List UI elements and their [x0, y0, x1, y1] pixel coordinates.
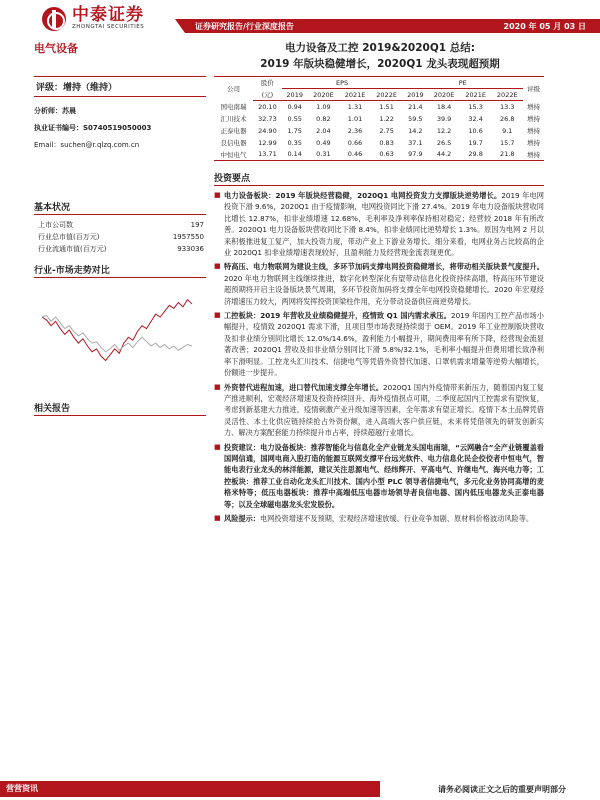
company-cell: 良信电器: [220, 139, 247, 147]
col-year: 2020E: [308, 89, 340, 101]
key-point: [214, 310, 544, 378]
trend-chart-svg: [34, 280, 206, 385]
report-title: [200, 40, 560, 72]
basic-row-value: 1957550: [172, 233, 204, 241]
brand-logo-icon: [42, 7, 66, 31]
key-point-body: [224, 310, 544, 378]
col-year: 2021E: [460, 89, 492, 101]
industry-label: 电气设备: [34, 42, 78, 55]
eps-cell: 0.46: [347, 150, 363, 159]
key-point: [214, 442, 544, 510]
pe-cell: 19.7: [468, 138, 483, 147]
price-cell: 24.90: [258, 126, 277, 135]
key-point-lead: 外资替代进程加速，进口替代加速支撑全年增长。: [224, 382, 384, 392]
brand-logo: [42, 6, 144, 31]
key-points-list: [214, 190, 544, 524]
price-cell: 13.71: [258, 150, 277, 159]
key-point-body: [224, 513, 544, 524]
key-points-head: 投资要点: [214, 171, 544, 186]
key-point-lead: 工控板块：2019 年营收及业绩稳健提升，疫情致 Q1 国内需求承压。: [224, 311, 452, 321]
company-cell: 中恒电气: [220, 150, 247, 159]
col-eps: EPS: [282, 77, 403, 89]
brand-name-cn: 中泰证券: [72, 5, 144, 25]
key-point-body: [224, 190, 544, 258]
rating-cell: 增持: [527, 139, 541, 147]
valuation-row: [214, 113, 544, 125]
basic-info-head: 基本状况: [34, 200, 206, 215]
eps-cell: 0.94: [287, 102, 302, 111]
pe-cell: 21.8: [500, 150, 515, 159]
pe-cell: 12.2: [436, 126, 452, 135]
report-date: 2020 年 05 月 03 日: [503, 21, 586, 31]
eps-cell: 0.63: [379, 150, 394, 159]
col-unit: (元): [253, 89, 282, 101]
col-price: 股价: [260, 79, 274, 88]
pe-cell: 29.8: [468, 150, 483, 159]
col-company: 公司: [227, 85, 241, 94]
eps-cell: 0.82: [316, 114, 331, 123]
footer-watermark: 营营资讯: [0, 781, 380, 797]
key-point-text: 电网投资增速不及预期，宏观经济增速放缓、行业竞争加剧、原材料价格波动风险等。: [259, 513, 534, 523]
report-title-line1: 电力设备及工控 2019&2020Q1 总结:: [285, 42, 475, 54]
eps-cell: 0.14: [287, 150, 302, 159]
company-cell: 汇川技术: [220, 115, 247, 123]
eps-cell: 2.04: [316, 126, 331, 135]
col-year: 2019: [402, 89, 428, 101]
pe-cell: 10.6: [468, 126, 483, 135]
eps-cell: 0.83: [379, 138, 394, 147]
col-year: 2022E: [491, 89, 523, 101]
eps-cell: 1.09: [316, 102, 331, 111]
key-point-text: 2020 年电力物联网主线继续推进，数字化转型深化有望带动信息化投资持续高增，特高压环节建设超预期将开启主设备版块景气周期，多环节投资加码将支撑全年电网投资稳健增长。2020 年宏观经济增速压力较大，两网将发挥投资顶梁柱作用，充分带动设备供应商逆势增长。: [224, 273, 544, 306]
key-point-body: [224, 382, 544, 439]
col-pe: PE: [402, 77, 523, 89]
rating-cell: 增持: [527, 150, 541, 159]
key-point-lead: 投资建议：电力设备板块：推荐智能化与信息化全产业链龙头国电南瑞，“云网融合”全产业链覆盖看国网信通，国网电商入股打造的能源互联网支撑平台远光软件、电力信息化民企佼佼者中恒电气，智能电表行业龙头的林洋能源，建议关注思源电气、经纬辉开、平高电气、许继电气、海兴电力等；工控板块：推荐工业自动化龙头汇川技术、国内小型 PLC 领导者信捷电气，多元化业务协同高增的麦格米特等；低压电器板块：推荐中高端低压电器市场领导者良信电器、国内低压电器龙头正泰电器等；以及全球磁电器龙头宏发股份。: [224, 442, 544, 509]
pe-cell: 37.1: [408, 138, 423, 147]
key-point-text: 2019 年国内工控产品市场小幅提升，疫情致 2020Q1 需求下滑，且项目型市场表现持续弱于 OEM。2019 年工业控制版块营收及扣非业绩分别同比增长 12.0%/14.6%，盈利能力小幅提升，期间费用率有所下降，经营现金流显著改善；2020Q1 营收及扣非业绩分别同比下滑 5.8%/32.1%，毛利率小幅提升但费用增长致净利率下滑明显。工控龙头汇川技术、信捷电气等凭借外资替代加速、口罩机需求增量等逆势大幅增长，份额进一步提升。: [224, 311, 544, 378]
bullet-square-icon: ■: [214, 442, 221, 451]
pe-cell: 18.4: [436, 102, 452, 111]
pe-cell: 32.4: [468, 114, 483, 123]
pe-cell: 44.2: [436, 150, 452, 159]
key-point-body: [224, 261, 544, 307]
key-point: [214, 513, 544, 524]
eps-cell: 0.31: [316, 150, 331, 159]
page-footer: [0, 778, 600, 800]
key-point: [214, 382, 544, 439]
related-reports-head: 相关报告: [34, 401, 206, 416]
basic-row: [34, 219, 206, 231]
pe-cell: 15.3: [468, 102, 483, 111]
bullet-square-icon: ■: [214, 382, 221, 391]
basic-row-label: 上市公司数: [38, 221, 73, 229]
bullet-square-icon: ■: [214, 262, 221, 271]
key-point-body: [224, 442, 544, 510]
series-line-0: [42, 300, 192, 361]
valuation-table: [214, 76, 544, 161]
col-year: 2022E: [371, 89, 403, 101]
analyst-info: [34, 103, 206, 154]
eps-cell: 0.66: [347, 138, 363, 147]
pe-cell: 15.7: [500, 138, 515, 147]
pe-cell: 13.3: [500, 102, 515, 111]
main-content: [214, 76, 544, 527]
eps-cell: 1.01: [347, 114, 363, 123]
company-cell: 国电南瑞: [220, 103, 247, 111]
basic-row-label: 行业总市值(百万元): [38, 233, 100, 241]
pe-cell: 59.5: [408, 114, 423, 123]
col-year: 2020E: [428, 89, 460, 101]
valuation-row: [214, 101, 544, 113]
eps-cell: 0.35: [287, 138, 302, 147]
analyst-email[interactable]: Email：suchen@r.qlzq.com.cn: [34, 141, 140, 149]
bullet-square-icon: ■: [214, 191, 221, 199]
eps-cell: 2.36: [347, 126, 363, 135]
rating-cell: 增持: [527, 127, 541, 135]
key-point-lead: 特高压、电力物联网为建设主线，多环节加码支撑电网投资稳健增长，将带动相关版块景气度提升。: [224, 262, 544, 272]
bullet-square-icon: ■: [214, 311, 221, 320]
key-point: [214, 261, 544, 307]
bullet-square-icon: ■: [214, 513, 221, 522]
key-point-text: 2019 年电网投资下滑 9.6%，2020Q1 由于疫情影响，电网投资同比下滑 27.4%。2019 年电力设备版块营收同比增长 12.87%，扣非业绩增速 12.68%，毛利率及净利率保持相对稳定；经营较 2018 年有所改善。2020Q1 电力设备版块营收同比下滑 8.4%，扣非业绩同比逆势增长 1.3%。原因为电网 2 月以来积极推进复工复产，加大投资力度，带动产业上下游业务增长。细分来看，电网业务占比较高的企业 2020Q1 扣非业绩增速表现较好，且盈利能力及经营现金流表现更优。: [224, 191, 544, 258]
key-point-text: 2020Q1 国内外疫情带来新压力，随着国内复工复产推进顺利，宏观经济增速及投资持续回升、海外疫情拐点可期，二季度起国内工控需求有望恢复，考虑到新基建大力推进，疫情刺激产业升级加速等因素，全年需求有望正增长。疫情下本土品牌凭借灵活性、本土化供应链持续抢占外资份额，进入高端大客户供应链，未来将凭借领先的研发创新实力、解决方案配套能力持续提升市占率，持续超越行业增长。: [224, 382, 544, 438]
eps-cell: 0.49: [316, 138, 331, 147]
basic-row: [34, 243, 206, 255]
report-title-line2: 2019 年版块稳健增长，2020Q1 龙头表现超预期: [260, 58, 500, 70]
col-year: 2019: [282, 89, 308, 101]
analyst-name: 分析师：苏晨: [34, 107, 76, 115]
rating-cell: 增持: [527, 103, 541, 111]
col-rating: 评级: [527, 85, 541, 94]
eps-cell: 1.75: [287, 126, 302, 135]
company-cell: 正泰电器: [220, 127, 247, 135]
report-category: 证券研究报告/行业深度报告: [195, 21, 294, 31]
rating-cell: 增持: [527, 115, 541, 123]
key-point: [214, 190, 544, 258]
trend-chart-head: 行业-市场走势对比: [34, 263, 206, 278]
eps-cell: 1.31: [347, 102, 363, 111]
pe-cell: 26.5: [436, 138, 452, 147]
pe-cell: 97.9: [408, 150, 423, 159]
eps-cell: 0.55: [287, 114, 302, 123]
valuation-row: [214, 125, 544, 137]
eps-cell: 2.75: [379, 126, 394, 135]
page-header: [0, 0, 600, 40]
eps-cell: 1.51: [379, 102, 394, 111]
pe-cell: 21.4: [408, 102, 423, 111]
eps-cell: 1.22: [379, 114, 394, 123]
pe-cell: 9.1: [502, 126, 513, 135]
basic-row-value: 933036: [177, 245, 204, 253]
pe-cell: 14.2: [408, 126, 423, 135]
basic-row-value: 197: [190, 221, 204, 229]
pe-cell: 39.9: [436, 114, 452, 123]
footer-disclaimer: 请务必阅读正文之后的重要声明部分: [438, 785, 566, 794]
key-point-lead: 风险提示：: [224, 513, 260, 523]
analyst-cert: 执业证书编号：S0740519050003: [34, 124, 152, 132]
price-cell: 32.73: [258, 114, 277, 123]
basic-row: [34, 231, 206, 243]
col-year: 2021E: [339, 89, 371, 101]
key-point-lead: 电力设备板块：2019 年版块经营稳健，2020Q1 电网投资发力支撑版块逆势增长。: [224, 191, 502, 200]
price-cell: 12.99: [258, 138, 277, 147]
basic-info-table: [34, 219, 206, 255]
brand-name-en: ZHONGTAI SECURITIES: [72, 24, 145, 30]
valuation-row: [214, 149, 544, 161]
valuation-table-body: [214, 101, 544, 161]
trend-chart: [34, 280, 206, 385]
report-topbar: [185, 19, 600, 33]
sidebar: [34, 76, 206, 416]
pe-cell: 26.8: [500, 114, 515, 123]
basic-row-label: 行业流通市值(百万元): [38, 245, 107, 253]
price-cell: 20.10: [258, 102, 277, 111]
rating-label: 评级：增持（维持）: [34, 76, 206, 97]
valuation-row: [214, 137, 544, 149]
